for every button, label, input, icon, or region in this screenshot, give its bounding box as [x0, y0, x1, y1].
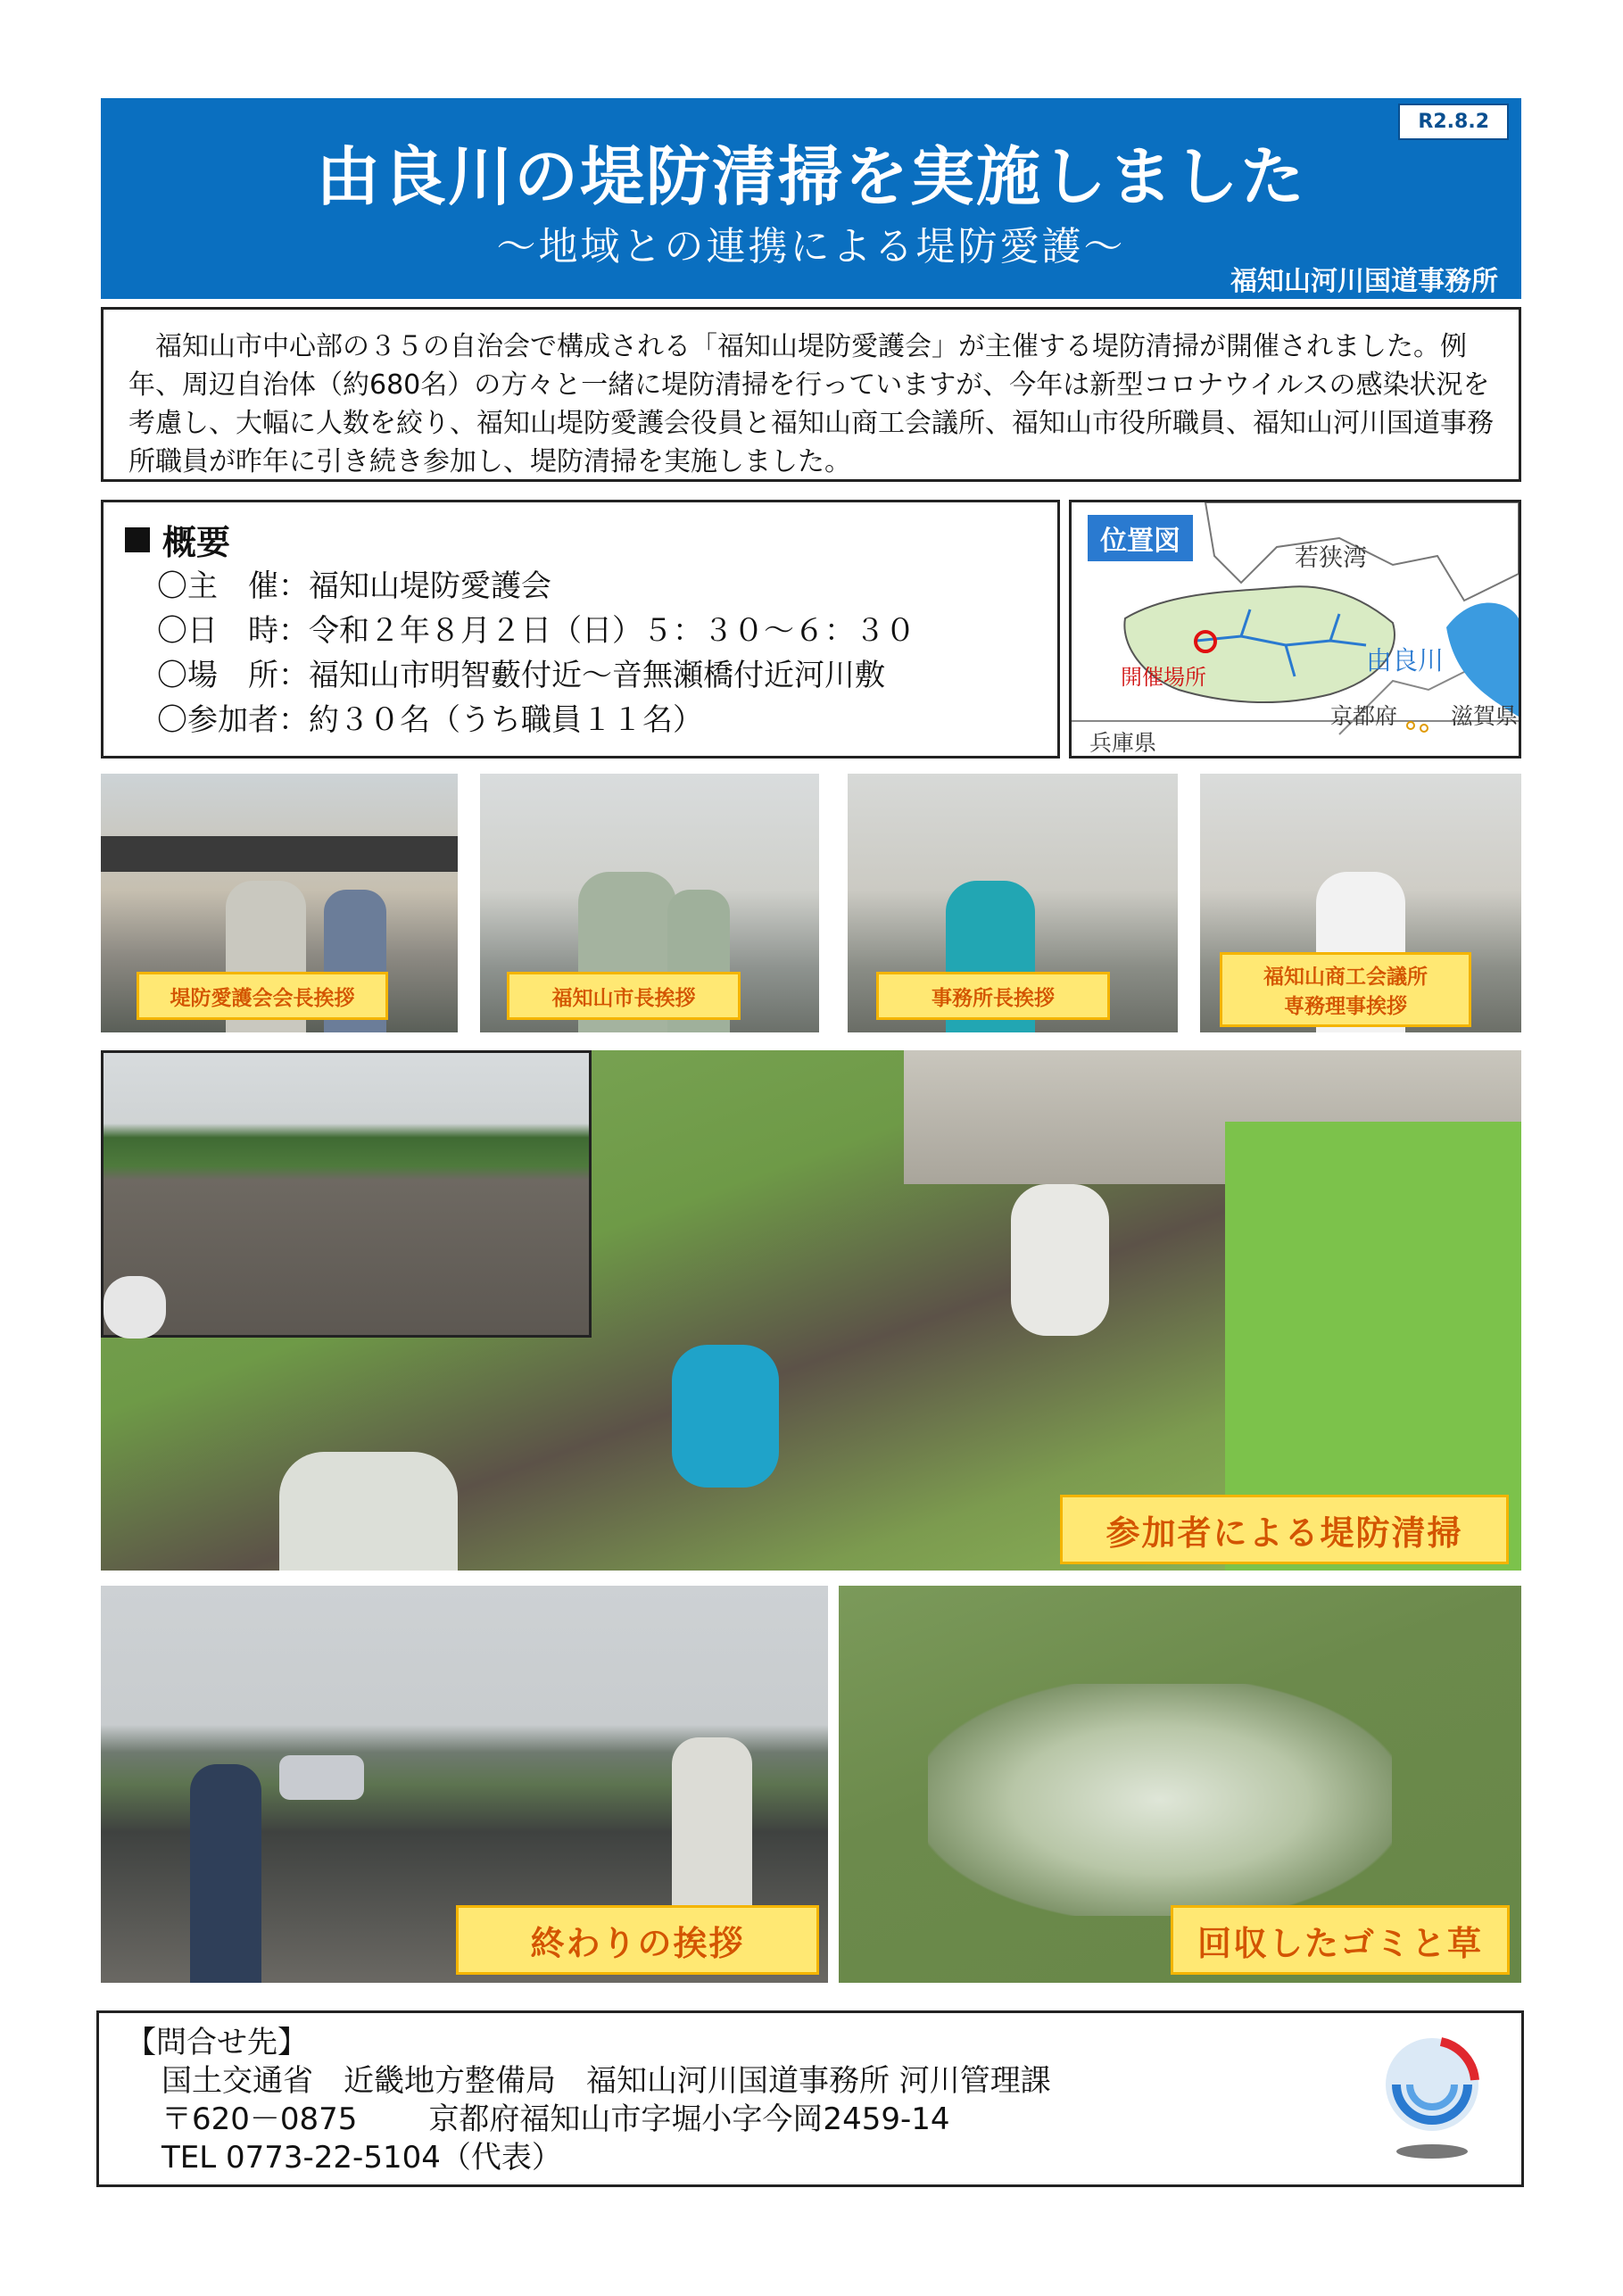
overview-heading: [125, 515, 1036, 564]
caption-chamber: [1220, 952, 1471, 1027]
caption-chairman: 堤防愛護会会長挨拶: [137, 972, 388, 1020]
intro-text: 福知山市中心部の３５の自治会で構成される「福知山堤防愛護会」が主催する堤防清掃が開催されました。例年、周辺自治体（約680名）の方々と一緒に堤防清掃を行っていますが、今年は新型コロナウイルスの感染状況を考慮し、大幅に人数を絞り、福知山堤防愛護会役員と福知山商工会議所、福知山市役所職員、福知山河川国道事務所職員が昨年に引き続き参加し、堤防清掃を実施しました。: [128, 331, 1494, 477]
overview-datetime: 〇日 時：令和２年８月２日（日）５：３０～６：３０: [157, 613, 915, 649]
photo-director-greeting: [848, 774, 1178, 1032]
contact-org: 国土交通省 近畿地方整備局 福知山河川国道事務所 河川管理課: [161, 2063, 1051, 2099]
contact-postal: 〒620－0875: [161, 2101, 358, 2137]
office-name: 福知山河川国道事務所: [1230, 266, 1498, 297]
contact-heading: 【問合せ先】: [126, 2025, 308, 2060]
mlit-logo-icon: [1379, 2031, 1486, 2165]
photo-embankment-cleaning: [101, 1050, 1521, 1571]
photo-chamber-greeting: [1200, 774, 1521, 1032]
overview-heading-text: 概要: [162, 523, 231, 562]
photo-chairman-greeting: [101, 774, 458, 1032]
map-label-venue: 開催場所: [1121, 665, 1206, 690]
map-label-hyogo: 兵庫県: [1089, 730, 1157, 756]
caption-chamber-line2: 専務理事挨拶: [1284, 995, 1407, 1018]
overview-participants: 〇参加者：約３０名（うち職員１１名）: [157, 702, 703, 738]
page-subtitle: ～地域との連携による堤防愛護～: [496, 224, 1126, 269]
photo-closing-greeting: [101, 1586, 828, 1983]
date-badge: R2.8.2: [1398, 104, 1509, 140]
photo-inset-group: [101, 1050, 592, 1338]
contact-address: 京都府福知山市字堀小字今岡2459-14: [428, 2101, 950, 2137]
overview-box: [101, 500, 1060, 758]
caption-director: 事務所長挨拶: [876, 972, 1110, 1020]
contact-address-row: [126, 2101, 1495, 2139]
caption-garbage: 回収したゴミと草: [1171, 1905, 1510, 1975]
location-map: [1069, 500, 1521, 758]
map-label-river: 由良川: [1366, 645, 1445, 676]
caption-mayor: 福知山市長挨拶: [507, 972, 741, 1020]
overview-organizer: 〇主 催：福知山堤防愛護会: [157, 568, 551, 604]
photo-collected-garbage: [839, 1586, 1521, 1983]
map-title: 位置図: [1088, 515, 1193, 561]
intro-box: [101, 307, 1521, 482]
contact-box: [96, 2010, 1524, 2187]
map-label-kyoto: 京都府: [1330, 703, 1398, 729]
page-title: 由良川の堤防清掃を実施しました: [315, 139, 1306, 214]
header-banner: [101, 98, 1521, 299]
caption-cleaning: 参加者による堤防清掃: [1060, 1495, 1509, 1564]
map-label-wakasa-bay: 若狭湾: [1295, 544, 1367, 572]
map-label-shiga: 滋賀県: [1451, 703, 1519, 729]
overview-location: 〇場 所：福知山市明智藪付近～音無瀬橋付近河川敷: [157, 658, 885, 693]
square-bullet-icon: [125, 527, 150, 552]
caption-closing: 終わりの挨拶: [456, 1905, 819, 1975]
photo-mayor-greeting: [480, 774, 819, 1032]
caption-chamber-line1: 福知山商工会議所: [1263, 966, 1428, 989]
contact-tel: TEL 0773-22-5104（代表）: [161, 2140, 562, 2176]
